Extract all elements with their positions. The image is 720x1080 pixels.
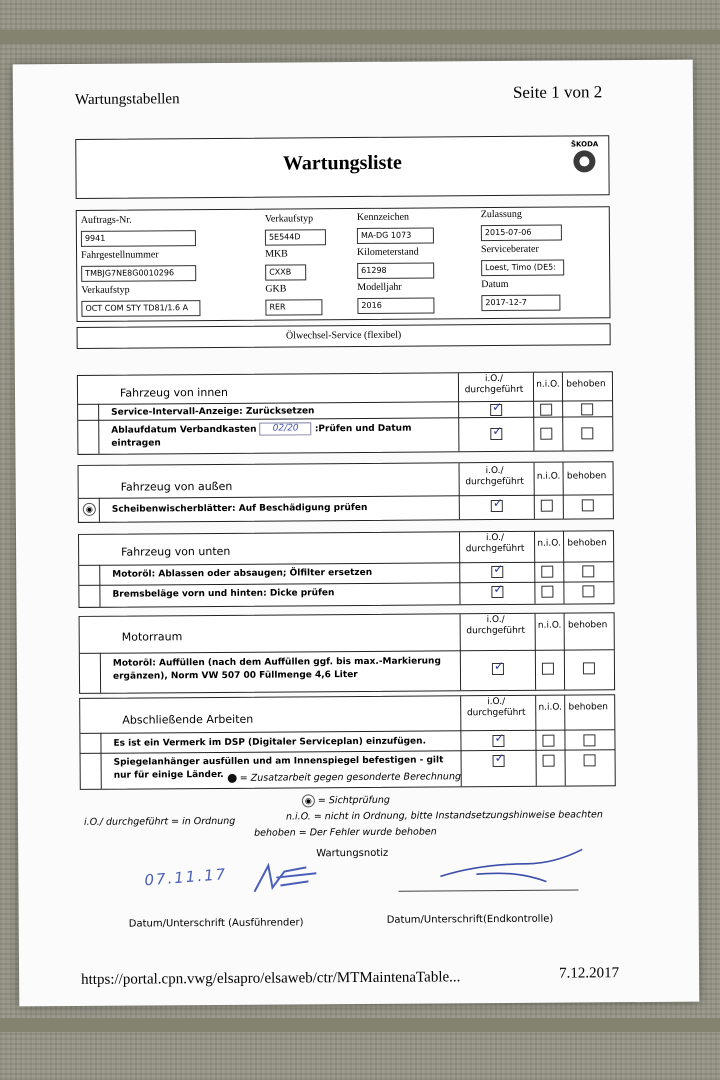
berater-field[interactable]: Loest, Timo (DE5: [481,260,564,277]
row-text-part2: :Prüfen und Datum eintragen [111,423,412,449]
col-header-behoben: behoben [567,620,608,631]
row-text: Scheibenwischerblätter: Auf Beschädigung prüfen [111,502,368,515]
col-header-nio: n.i.O. [536,471,561,482]
signature-left-label: Datum/Unterschrift (Ausführender) [128,917,304,930]
behoben-checkbox[interactable] [582,499,594,511]
behoben-checkbox[interactable] [581,403,593,415]
col-header-nio: n.i.O. [537,538,561,549]
behoben-checkbox[interactable] [581,427,593,439]
extra-work-icon [228,774,237,783]
kennzeichen-field[interactable]: MA-DG 1073 [357,227,434,244]
io-checkbox[interactable] [491,586,503,598]
io-checkbox[interactable] [491,566,503,578]
legend-behoben: behoben = Der Fehler wurde behoben [254,826,437,839]
col-header-behoben: behoben [566,471,607,482]
legend-nio: n.i.O. = nicht in Ordnung, bitte Instandsetzungshinweise beachten [285,809,603,823]
skoda-logo-icon [574,150,596,172]
kennzeichen-label: Kennzeichen [356,211,410,223]
zulassung-label: Zulassung [480,208,522,221]
nio-checkbox[interactable] [541,586,553,598]
nio-checkbox[interactable] [541,500,553,512]
mkb-label: MKB [265,248,288,260]
fahrgestell-field[interactable]: TMBJG7NE8G0010296 [81,265,196,282]
legend-extra-text: = Zusatzarbeit gegen gesonderte Berechnung [239,771,462,784]
page-indicator: Seite 1 von 2 [512,82,603,102]
col-header-behoben: behoben [568,702,608,713]
nio-checkbox[interactable] [541,566,553,578]
nio-checkbox[interactable] [542,663,554,675]
behoben-checkbox[interactable] [582,565,594,577]
section-fahrzeug-unten [78,530,615,608]
datum-field[interactable]: 2017-12-7 [481,295,560,312]
io-checkbox[interactable] [492,735,504,747]
row-text: Es ist ein Vermerk im DSP (Digitaler Serviceplan) einzufügen. [113,736,427,749]
handwritten-date-field[interactable]: 02/20 [260,422,312,435]
service-type-box: Ölwechsel-Service (flexibel) [77,323,611,349]
section-fahrzeug-aussen [78,461,614,523]
auftrags-nr-field[interactable]: 9941 [81,230,196,247]
section-title: Fahrzeug von unten [121,544,231,559]
io-checkbox[interactable] [492,663,504,675]
legend-io: i.O./ durchgeführt = in Ordnung [83,815,236,828]
signature-right-label: Datum/Unterschrift(Endkontrolle) [386,913,554,926]
verkaufstyp2-field[interactable]: OCT COM STY TD81/1.6 A [81,300,200,317]
visual-check-icon: ◉ [302,794,315,807]
footer-url: https://portal.cpn.vwg/elsapro/elsaweb/ctr/MTMaintenaTable... [81,969,461,988]
signature-line [398,889,578,891]
section-title: Motorraum [121,630,183,644]
gkb-label: GKB [265,283,287,295]
row-text: Motoröl: Auffüllen (nach dem Auffüllen ggf. bis max.-Markierung ergänzen), Norm VW 507 00 Füllmenge 4,6 Liter [112,656,441,682]
signature-right-icon [436,847,586,888]
io-checkbox[interactable] [490,428,502,440]
col-header-behoben: behoben [567,538,607,549]
behoben-checkbox[interactable] [583,662,595,674]
legend-visual-check [302,794,390,808]
mkb-field[interactable]: CXXB [265,264,306,280]
col-header-io: i.O./ durchgeführt [466,696,526,719]
brand-name: ŠKODA [570,140,599,149]
berater-label: Serviceberater [480,243,539,256]
verkaufstyp-label: Verkaufstyp [264,213,314,225]
row-text: Spiegelanhänger ausfüllen und am Innenspiegel befestigen - gilt nur für einige Länder. [113,755,444,781]
document-title: Wartungsliste [282,151,402,175]
section-fahrzeug-innen [77,371,614,455]
col-header-nio: n.i.O. [536,379,560,390]
section-motorraum [79,612,616,694]
col-header-io: i.O./ durchgeführt [466,614,526,637]
legend-extra-work [228,771,461,784]
col-header-nio: n.i.O. [538,702,563,713]
row-text [111,421,451,450]
section-title: Fahrzeug von außen [120,479,233,494]
col-header-behoben: behoben [566,379,606,390]
col-header-nio: n.i.O. [537,620,562,631]
vehicle-info [76,206,611,322]
title-box [75,135,609,199]
modelljahr-field[interactable]: 2016 [357,297,434,314]
km-field[interactable]: 61298 [357,262,434,279]
behoben-checkbox[interactable] [582,585,594,597]
nio-checkbox[interactable] [540,428,552,440]
col-header-io: i.O./ durchgeführt [464,373,524,396]
row-text: Service-Intervall-Anzeige: Zurücksetzen [111,406,315,418]
km-label: Kilometerstand [357,246,419,258]
header-left: Wartungstabellen [74,91,180,108]
io-checkbox[interactable] [490,404,502,416]
brand-logo [571,140,599,172]
col-header-io: i.O./ durchgeführt [465,465,524,488]
table-row [79,581,613,606]
handwritten-date: 07.11.17 [143,865,228,890]
behoben-checkbox[interactable] [584,754,596,766]
nio-checkbox[interactable] [542,735,554,747]
behoben-checkbox[interactable] [583,734,595,746]
zulassung-field[interactable]: 2015-07-06 [481,225,562,242]
verkaufstyp2-label: Verkaufstyp [81,284,130,296]
modelljahr-label: Modelljahr [357,281,402,293]
row-text-part1: Ablaufdatum Verbandkasten [111,424,257,436]
datum-label: Datum [481,278,509,291]
gkb-field[interactable]: RER [265,299,322,315]
io-checkbox[interactable] [493,755,505,767]
col-header-io: i.O./ durchgeführt [465,532,525,555]
row-text: Motoröl: Ablassen oder absaugen; Ölfilter ersetzen [112,567,373,580]
nio-checkbox[interactable] [540,404,552,416]
maintenance-sheet [13,60,700,1007]
row-text: Bremsbeläge vorn und hinten: Dicke prüfen [112,588,335,600]
notes-label: Wartungsnotiz [316,847,389,860]
footer-date: 7.12.2017 [559,965,620,982]
visual-check-icon: ◉ [83,503,96,516]
section-title: Abschließende Arbeiten [122,712,254,727]
section-title: Fahrzeug von innen [119,385,229,400]
nio-checkbox[interactable] [543,755,555,767]
legend-visual-text: = Sichtprüfung [317,794,390,807]
auftrags-nr-label: Auftrags-Nr. [80,214,132,226]
fahrgestell-label: Fahrgestellnummer [81,249,159,261]
verkaufstyp-field[interactable]: 5E544D [265,229,326,245]
io-checkbox[interactable] [491,500,503,512]
signature-left-icon [246,857,326,898]
